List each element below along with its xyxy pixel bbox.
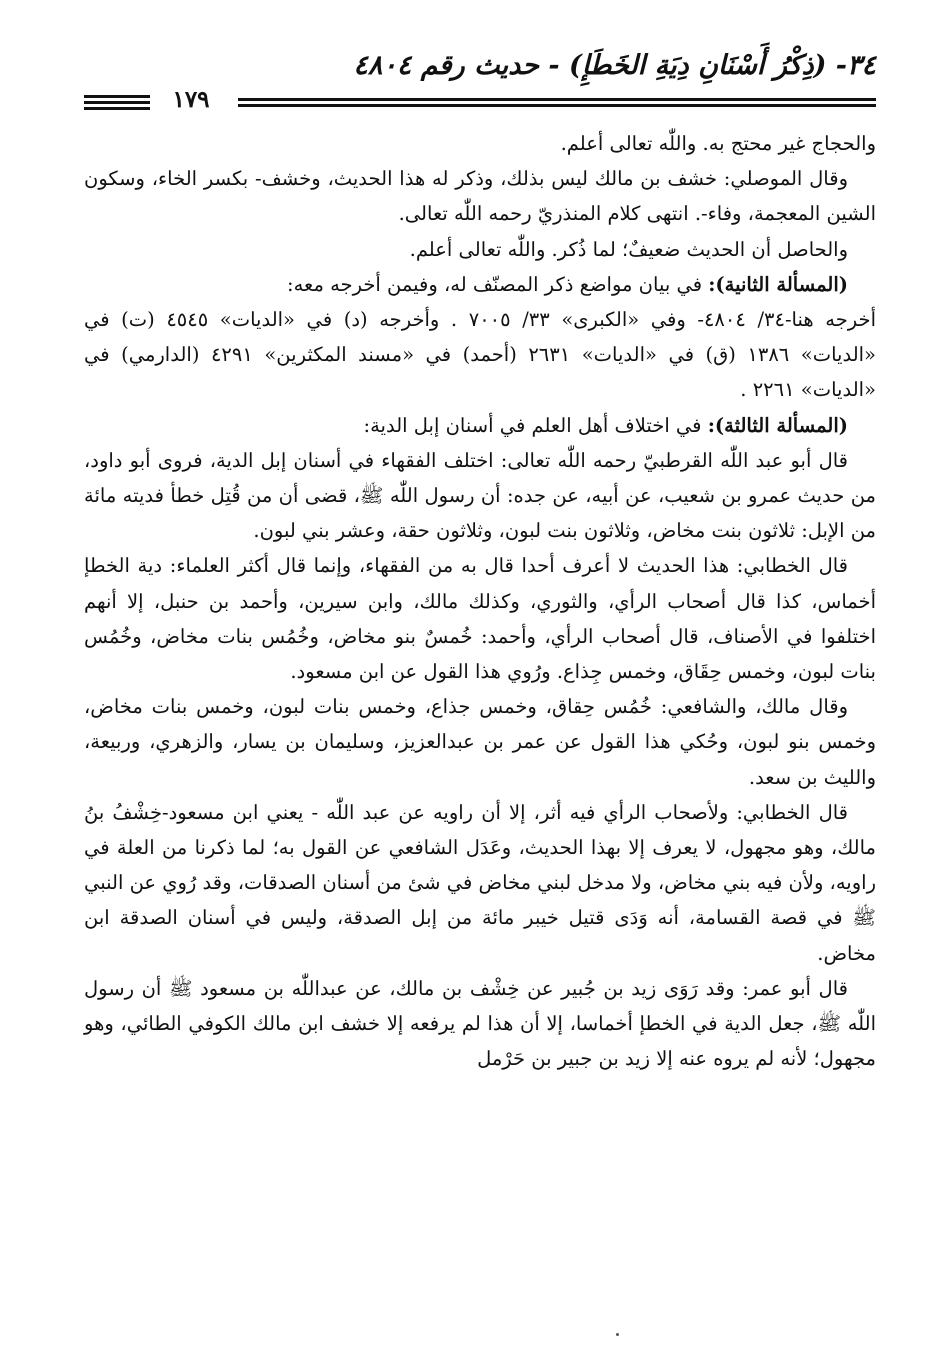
header-rule	[84, 95, 150, 98]
paragraph: قال أبو عبد اللّٰه القرطبيّ رحمه اللّٰه تعالى: اختلف الفقهاء في أسنان إبل الدية، فروى أبو داود، من حديث عمرو بن شعيب، عن أبيه، عن جده: أن رسول اللّٰه ﷺ، قضى أن من قُتِل خطأ فديته مائة من الإبل: ثلاثون بنت مخاض، وثلاثون بنت لبون، وثلاثون حقة، وعشر بني لبون.	[84, 448, 876, 543]
header-rule	[84, 107, 150, 110]
paragraph: أخرجه هنا-٣٤/ ٤٨٠٤- وفي «الكبرى» ٣٣/ ٧٠٠٥ . وأخرجه (د) في «الديات» ٤٥٤٥ (ت) في «الديات» ١٣٨٦ (ق) في «الديات» ٢٦٣١ (أحمد) في «مسند المكثرين» ٤٢٩١ (الدارمي) في «الديات» ٢٢٦١ .	[84, 308, 876, 402]
page-speck	[616, 1333, 619, 1336]
running-header-title: ٣٤- (ذِكْرُ أَسْنَانِ دِيَةِ الخَطَإِ) - حديث رقم ٤٨٠٤	[353, 50, 876, 81]
paragraph: قال الخطابي: ولأصحاب الرأي فيه أثر، إلا أن راويه عن عبد اللّٰه - يعني ابن مسعود-خِشْفُ بنُ مالك، وهو مجهول، لا يعرف إلا بهذا الحديث، وعَدَل الشافعي عن القول به؛ لما ذكرنا من العلة في راويه، ولأن فيه بني مخاض، ولا مدخل لبني مخاض في شئ من أسنان الصدقات، وقد رُوي عن النبي ﷺ في قصة القسامة، أنه وَدَى قتيل خيبر مائة من إبل الصدقة، وليس في أسنان الصدقة ابن مخاض.	[84, 800, 876, 965]
header-rule	[238, 104, 876, 107]
body-text	[84, 126, 876, 1076]
paragraph: قال أبو عمر: وقد رَوَى زيد بن جُبير عن خِشْف بن مالك، عن عبداللّٰه بن مسعود ﷺ أن رسول اللّٰه ﷺ، جعل الدية في الخطإ أخماسا، إلا أن هذا لم يرفعه إلا خشف ابن مالك الكوفي الطائي، وهو مجهول؛ لأنه لم يروه عنه إلا زيد بن جبير بن حَرْمل	[84, 976, 876, 1071]
paragraph: (المسألة الثالثة): في اختلاف أهل العلم في أسنان إبل الدية:	[363, 413, 848, 437]
paragraph: قال الخطابي: هذا الحديث لا أعرف أحدا قال به من الفقهاء، وإنما قال أكثر العلماء: دية الخطإ أخماس، كذا قال أصحاب الرأي، والثوري، وكذلك مالك، وابن سيرين، وأحمد بن حنبل، إلا أنهم اختلفوا في الأصناف، قال أصحاب الرأي، وأحمد: خُمسٌ بنو مخاض، وخُمُس بنات مخاض، وخُمُس بنات لبون، وخمس حِقَاق، وخمس جِذاع. ورُوي هذا القول عن ابن مسعود.	[84, 554, 877, 684]
paragraph: وقال مالك، والشافعي: خُمُس حِقاق، وخمس جذاع، وخمس بنات لبون، وخمس بنات مخاض، وخمس بنو لبون، وحُكي هذا القول عن عمر بن عبدالعزيز، وسليمان بن يسار، والزهري، وربيعة، والليث بن سعد.	[84, 695, 876, 789]
header-rule	[84, 101, 150, 104]
page-number: ١٧٩	[172, 86, 210, 113]
paragraph: (المسألة الثانية): في بيان مواضع ذكر المصنّف له، وفيمن أخرجه معه:	[287, 272, 848, 296]
section-heading: (المسألة الثانية):	[708, 272, 848, 296]
paragraph: والحاصل أن الحديث ضعيفٌ؛ لما ذُكر. واللّٰه تعالى أعلم.	[409, 237, 848, 261]
header-rule	[238, 98, 876, 101]
paragraph: والحجاج غير محتج به. واللّٰه تعالى أعلم.	[560, 132, 876, 155]
section-heading: (المسألة الثالثة):	[707, 413, 848, 437]
paragraph: وقال الموصلي: خشف بن مالك ليس بذلك، وذكر له هذا الحديث، وخشف- بكسر الخاء، وسكون الشين المعجمة، وفاء-. انتهى كلام المنذريّ رحمه اللّٰه تعالى.	[84, 167, 876, 226]
